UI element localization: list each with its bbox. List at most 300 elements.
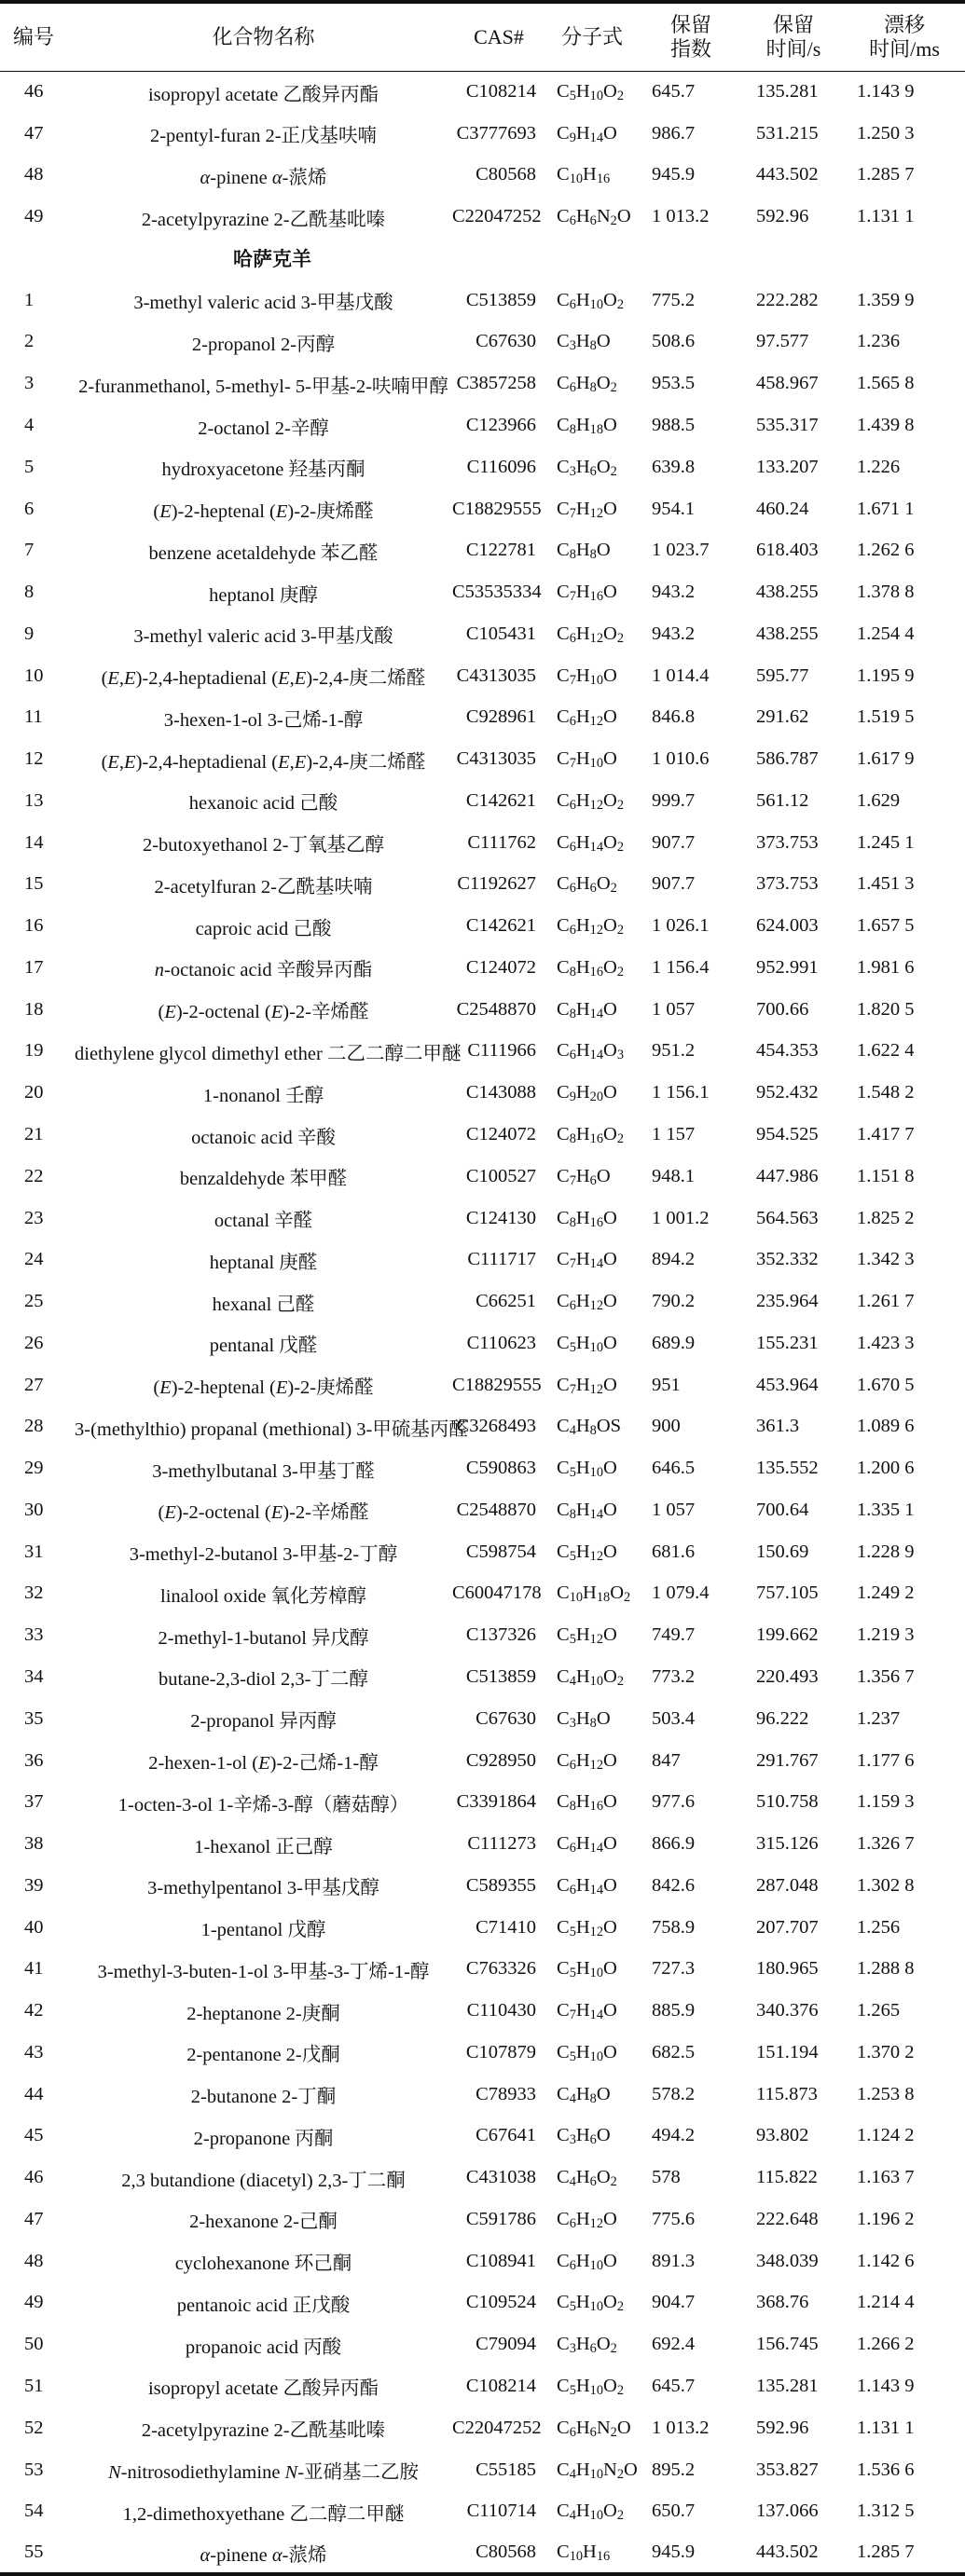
- cell-no: 28: [24, 1416, 44, 1437]
- cell-compound-name: 3-methyl-3-buten-1-ol 3-甲基-3-丁烯-1-醇: [97, 1961, 430, 1982]
- cell-retention-index: 503.4: [652, 1707, 696, 1729]
- cell-cas: C1192627: [457, 873, 536, 895]
- cell-drift-time: 1.825 2: [857, 1207, 915, 1228]
- cell-retention-index: 1 014.4: [652, 665, 710, 686]
- cell-formula: $C_8H_{16}O$: [557, 1207, 617, 1230]
- cell-no: 21: [24, 1124, 44, 1145]
- cell-retention-time: 199.662: [756, 1624, 819, 1646]
- cell-drift-time: 1.177 6: [857, 1749, 915, 1771]
- cell-retention-index: 1 001.2: [652, 1207, 710, 1228]
- cell-drift-time: 1.200 6: [857, 1458, 915, 1479]
- cell-no: 49: [24, 2292, 44, 2313]
- cell-formula: $C_3H_8O$: [557, 1707, 611, 1731]
- cell-cas: C79094: [476, 2334, 536, 2355]
- cell-retention-time: 700.64: [756, 1499, 809, 1520]
- cell-cas: C4313035: [456, 665, 536, 686]
- cell-cas: C137326: [465, 1624, 536, 1646]
- cell-cas: C22047252: [452, 206, 542, 227]
- cell-drift-time: 1.548 2: [857, 1082, 915, 1103]
- cell-cas: C80568: [476, 164, 536, 185]
- cell-retention-index: 842.6: [652, 1874, 696, 1896]
- cell-retention-time: 438.255: [756, 582, 819, 603]
- table-row: [0, 1322, 965, 1364]
- cell-formula: $C_{10}H_{18}O_2$: [557, 1583, 631, 1606]
- cell-no: 6: [24, 498, 34, 519]
- cell-cas: C55185: [476, 2459, 536, 2480]
- cell-compound-name: hexanoic acid 己酸: [188, 793, 338, 815]
- table-row: [0, 780, 965, 822]
- cell-formula: $C_6H_{14}O_3$: [557, 1040, 624, 1063]
- cell-cas: C143088: [465, 1082, 536, 1103]
- cell-retention-time: 453.964: [756, 1374, 819, 1395]
- table-row: [0, 989, 965, 1031]
- cell-cas: C763326: [465, 1958, 536, 1980]
- table-row: [0, 322, 965, 363]
- cell-retention-time: 458.967: [756, 373, 819, 394]
- table-row: [0, 2157, 965, 2199]
- table-row: [0, 1865, 965, 1907]
- cell-compound-name: 3-methyl-2-butanol 3-甲基-2-丁醇: [129, 1544, 398, 1566]
- cell-drift-time: 1.326 7: [857, 1833, 915, 1855]
- cell-no: 31: [24, 1541, 44, 1562]
- cell-no: 41: [24, 1958, 44, 1980]
- cell-drift-time: 1.629: [857, 789, 901, 811]
- cell-drift-time: 1.266 2: [857, 2334, 915, 2355]
- cell-drift-time: 1.335 1: [857, 1499, 915, 1520]
- cell-formula: $C_5H_{10}O_2$: [557, 2292, 624, 2315]
- cell-formula: $C_6H_{12}O$: [557, 1749, 617, 1773]
- cell-no: 23: [24, 1207, 44, 1228]
- cell-retention-index: 775.2: [652, 289, 696, 310]
- cell-formula: $C_6H_{14}O$: [557, 1874, 617, 1898]
- cell-drift-time: 1.256: [857, 1916, 901, 1938]
- cell-drift-time: 1.143 9: [857, 2375, 915, 2396]
- cell-retention-time: 561.12: [756, 789, 809, 811]
- cell-retention-time: 460.24: [756, 498, 809, 519]
- cell-compound-name: 1-pentanol 戊醇: [200, 1920, 326, 1941]
- cell-cas: C124072: [465, 1124, 536, 1145]
- table-row: [0, 696, 965, 738]
- table-row: [0, 1489, 965, 1531]
- table-row: [0, 738, 965, 780]
- cell-no: 10: [24, 665, 44, 686]
- cell-compound-name: 2,3 butandione (diacetyl) 2,3-丁二酮: [121, 2170, 406, 2191]
- cell-compound-name: (E)-2-heptenal (E)-2-庚烯醛: [153, 1377, 374, 1399]
- cell-compound-name: n-octanoic acid 辛酸异丙酯: [154, 960, 373, 981]
- cell-cas: C513859: [465, 1665, 536, 1687]
- cell-retention-time: 291.767: [756, 1749, 819, 1771]
- cell-formula: $C_6H_{12}O_2$: [557, 915, 624, 939]
- cell-compound-name: 2-propanol 2-丙醇: [191, 334, 336, 355]
- cell-retention-index: 866.9: [652, 1833, 696, 1855]
- cell-formula: $C_6H_{14}O$: [557, 1833, 617, 1857]
- cell-no: 9: [24, 623, 34, 644]
- cell-drift-time: 1.370 2: [857, 2041, 915, 2062]
- cell-formula: $C_6H_6N_2O$: [557, 2417, 631, 2440]
- cell-compound-name: (E,E)-2,4-heptadienal (E,E)-2,4-庚二烯醛: [101, 668, 426, 690]
- cell-compound-name: octanoic acid 辛酸: [191, 1127, 336, 1148]
- cell-retention-time: 353.827: [756, 2459, 819, 2480]
- cell-cas: C80568: [452, 2532, 545, 2574]
- cell-formula: $C_5H_{12}O$: [557, 1541, 617, 1564]
- cell-retention-time: 207.707: [756, 1916, 819, 1938]
- cell-no: 38: [24, 1833, 44, 1855]
- cell-compound-name: 1-octen-3-ol 1-辛烯-3-醇（蘑菇醇）: [117, 1794, 409, 1816]
- cell-cas: C111717: [467, 1249, 536, 1270]
- cell-cas: C18829555: [452, 498, 542, 519]
- cell-drift-time: 1.288 8: [857, 1958, 915, 1980]
- cell-no: 18: [24, 998, 44, 1020]
- cell-cas: C110430: [466, 2000, 536, 2021]
- cell-cas: C513859: [465, 289, 536, 310]
- table-row: [0, 2449, 965, 2491]
- cell-cas: C124072: [465, 956, 536, 978]
- cell-formula: $C_7H_{16}O$: [557, 582, 617, 605]
- cell-retention-time: 180.965: [756, 1958, 819, 1980]
- cell-retention-time: 135.552: [756, 1458, 819, 1479]
- cell-compound-name: heptanol 庚醇: [209, 584, 318, 606]
- cell-no: 47: [24, 2208, 44, 2229]
- table-row: [0, 1781, 965, 1823]
- cell-cas: C71410: [476, 1916, 536, 1938]
- cell-cas: C2548870: [456, 998, 536, 1020]
- cell-formula: $C_4H_{10}N_2O$: [557, 2459, 638, 2482]
- cell-formula: $C_8H_{18}O$: [557, 415, 617, 437]
- cell-cas: C108214: [465, 2375, 536, 2396]
- cell-compound-name: 2-pentanone 2-戊酮: [186, 2045, 340, 2066]
- cell-retention-index: 943.2: [652, 623, 696, 644]
- cell-formula: $C_7H_{10}O$: [557, 748, 617, 772]
- cell-no: 32: [24, 1583, 44, 1604]
- cell-retention-index: 692.4: [652, 2334, 696, 2355]
- cell-retention-index: 951: [652, 1374, 681, 1395]
- cell-retention-index: 639.8: [652, 456, 696, 477]
- cell-drift-time: 1.195 9: [857, 665, 915, 686]
- cell-no: 29: [24, 1458, 44, 1479]
- cell-drift-time: 1.253 8: [857, 2083, 915, 2104]
- cell-retention-time: 97.577: [756, 331, 809, 352]
- cell-retention-index: 790.2: [652, 1291, 696, 1312]
- cell-retention-time: 954.525: [756, 1124, 819, 1145]
- cell-drift-time: 1.536 6: [857, 2459, 915, 2480]
- cell-retention-index: 951.2: [652, 1040, 696, 1062]
- cell-formula: $C_4H_{10}O_2$: [557, 2501, 624, 2524]
- cell-formula: $C_5H_{10}O_2$: [557, 81, 624, 104]
- cell-retention-time: 952.991: [756, 956, 819, 978]
- cell-drift-time: 1.622 4: [857, 1040, 915, 1062]
- cell-compound-name: 2-acetylpyrazine 2-乙酰基吡嗪: [141, 209, 386, 230]
- cell-retention-time: 135.281: [756, 2375, 819, 2396]
- cell-retention-index: 954.1: [652, 498, 696, 519]
- cell-cas: C108941: [465, 2250, 536, 2271]
- cell-retention-index: 894.2: [652, 1249, 696, 1270]
- cell-no: 30: [24, 1499, 44, 1520]
- cell-retention-index: 681.6: [652, 1541, 696, 1562]
- cell-compound-name: heptanal 庚醛: [209, 1252, 318, 1273]
- table-row: [0, 363, 965, 404]
- cell-retention-index: 986.7: [652, 122, 696, 144]
- header-drift-time: 漂移 时间/ms: [844, 2, 965, 71]
- cell-formula: $C_7H_{14}O$: [557, 1249, 617, 1272]
- cell-drift-time: 1.356 7: [857, 1665, 915, 1687]
- cell-cas: C928961: [465, 706, 536, 728]
- cell-retention-index: 1 057: [652, 998, 696, 1020]
- table-row: [0, 1156, 965, 1198]
- cell-drift-time: 1.451 3: [857, 873, 915, 895]
- cell-formula: $C_6H_8O_2$: [557, 373, 617, 396]
- cell-drift-time: 1.265: [857, 2000, 901, 2021]
- cell-compound-name: cyclohexanone 环己酮: [174, 2254, 352, 2275]
- cell-compound-name: 2-heptanone 2-庚酮: [186, 2003, 340, 2024]
- cell-retention-index: 1 023.7: [652, 540, 710, 561]
- table-row: [0, 1698, 965, 1740]
- cell-compound-name: 3-methyl valeric acid 3-甲基戊酸: [133, 626, 393, 648]
- cell-retention-time: 352.332: [756, 1249, 819, 1270]
- cell-drift-time: 1.302 8: [857, 1874, 915, 1896]
- cell-retention-index: 907.7: [652, 831, 696, 853]
- header-retention-index: 保留 指数: [639, 2, 743, 71]
- cell-formula: $C_9H_{14}O$: [557, 122, 617, 145]
- cell-compound-name: N-nitrosodiethylamine N-亚硝基二乙胺: [107, 2462, 420, 2484]
- cell-drift-time: 1.519 5: [857, 706, 915, 728]
- table-row: [0, 529, 965, 571]
- cell-retention-index: 953.5: [652, 373, 696, 394]
- cell-formula: $C_6H_{12}O$: [557, 706, 617, 730]
- cell-drift-time: 1.124 2: [857, 2125, 915, 2146]
- table-row: [0, 613, 965, 655]
- cell-drift-time: 1.219 3: [857, 1624, 915, 1646]
- table-row: [0, 1447, 965, 1489]
- cell-no: 44: [24, 2083, 44, 2104]
- cell-retention-index: 891.3: [652, 2250, 696, 2271]
- cell-retention-index: 988.5: [652, 415, 696, 435]
- cell-compound-name: 2-butoxyethanol 2-丁氧基乙醇: [142, 835, 385, 856]
- header-formula: 分子式: [545, 2, 639, 71]
- cell-drift-time: 1.151 8: [857, 1165, 915, 1186]
- cell-retention-index: 749.7: [652, 1624, 696, 1646]
- cell-formula: $C_5H_{12}O$: [557, 1624, 617, 1648]
- cell-retention-time: 368.76: [756, 2292, 809, 2313]
- cell-drift-time: 1.131 1: [857, 206, 915, 227]
- table-body: [0, 71, 965, 2574]
- cell-cas: C3777693: [456, 122, 536, 144]
- cell-drift-time: 1.228 9: [857, 1541, 915, 1562]
- cell-formula: $C_6H_{10}O_2$: [557, 289, 624, 312]
- cell-no: 34: [24, 1665, 44, 1687]
- cell-retention-index: 1 010.6: [652, 748, 710, 770]
- cell-drift-time: 1.089 6: [857, 1416, 915, 1437]
- cell-cas: C67630: [476, 1707, 536, 1729]
- cell-retention-time: 592.96: [756, 206, 809, 227]
- table-row: [0, 1656, 965, 1698]
- cell-no: 22: [24, 1165, 44, 1186]
- table-row: [0, 1990, 965, 2032]
- cell-retention-time: 373.753: [756, 873, 819, 895]
- cell-compound-name: hydroxyacetone 羟基丙酮: [161, 459, 365, 481]
- header-name: 化合物名称: [75, 2, 452, 71]
- cell-drift-time: 1.214 4: [857, 2292, 915, 2313]
- cell-cas: C928950: [465, 1749, 536, 1771]
- cell-retention-time: 438.255: [756, 623, 819, 644]
- table-row: [0, 1614, 965, 1656]
- cell-retention-time: 115.873: [756, 2083, 818, 2104]
- cell-retention-time: 315.126: [756, 1833, 819, 1855]
- cell-formula: $C_4H_8OS$: [557, 1416, 622, 1439]
- cell-no: 13: [24, 789, 44, 811]
- cell-retention-index: 1 013.2: [652, 2417, 710, 2438]
- table-row: [0, 1907, 965, 1949]
- cell-retention-index: 682.5: [652, 2041, 696, 2062]
- cell-formula: $C_6H_{12}O_2$: [557, 623, 624, 646]
- cell-compound-name: 1-nonanol 壬醇: [202, 1085, 324, 1106]
- cell-compound-name: 2-furanmethanol, 5-methyl- 5-甲基-2-呋喃甲醇: [78, 376, 448, 397]
- cell-formula: $C_5H_{10}O$: [557, 1958, 617, 1981]
- cell-drift-time: 1.142 6: [857, 2250, 915, 2271]
- cell-no: 26: [24, 1332, 44, 1353]
- cell-formula: $C_5H_{10}O$: [557, 1332, 617, 1355]
- cell-retention-time: 447.986: [756, 1165, 819, 1186]
- cell-compound-name: hexanal 己醛: [212, 1294, 315, 1315]
- cell-drift-time: 1.670 5: [857, 1374, 915, 1395]
- cell-cas: C122781: [465, 540, 536, 561]
- cell-retention-time: 443.502: [743, 2532, 844, 2574]
- cell-formula: $C_6H_{12}O$: [557, 2208, 617, 2231]
- cell-no: 42: [24, 2000, 44, 2021]
- table-row: [0, 1198, 965, 1240]
- cell-compound-name: linalool oxide 氧化芳樟醇: [160, 1585, 366, 1607]
- cell-retention-index: 578.2: [652, 2083, 696, 2104]
- table-row: [0, 822, 965, 864]
- cell-cas: C108214: [465, 81, 536, 103]
- cell-formula: $C_8H_8O$: [557, 540, 611, 563]
- cell-no: 17: [24, 956, 44, 978]
- cell-no: 48: [24, 164, 44, 185]
- cell-compound-name: caproic acid 己酸: [195, 918, 332, 939]
- cell-formula: $C_8H_{14}O$: [557, 998, 617, 1021]
- cell-retention-time: 624.003: [756, 915, 819, 937]
- cell-compound-name: (E)-2-octenal (E)-2-辛烯醛: [158, 1502, 369, 1524]
- cell-drift-time: 1.617 9: [857, 748, 915, 770]
- cell-drift-time: 1.261 7: [857, 1291, 915, 1312]
- cell-formula: $C_3H_6O_2$: [557, 2334, 617, 2357]
- group-label: 哈萨克羊: [233, 248, 311, 271]
- cell-retention-index: 1 057: [652, 1499, 696, 1520]
- cell-formula: $C_3H_6O$: [557, 2125, 611, 2148]
- cell-drift-time: 1.196 2: [857, 2208, 915, 2229]
- table-row: [0, 2490, 965, 2532]
- cell-drift-time: 1.163 7: [857, 2167, 915, 2188]
- cell-no: 46: [24, 81, 44, 103]
- cell-drift-time: 1.254 4: [857, 623, 915, 644]
- cell-formula: $C_3H_8O$: [557, 331, 611, 354]
- cell-retention-index: 977.6: [652, 1791, 696, 1813]
- table-row: [0, 1406, 965, 1448]
- cell-no: 50: [24, 2334, 44, 2355]
- cell-retention-index: 907.7: [652, 873, 696, 895]
- cell-cas: C598754: [465, 1541, 536, 1562]
- cell-compound-name: (E)-2-octenal (E)-2-辛烯醛: [158, 1002, 369, 1023]
- cell-formula: $C_7H_{12}O$: [557, 498, 617, 521]
- cell-cas: C431038: [465, 2167, 536, 2188]
- table-row: [0, 947, 965, 989]
- cell-retention-index: 847: [652, 1749, 681, 1771]
- cell-no: 46: [24, 2167, 44, 2188]
- cell-no: 16: [24, 915, 44, 937]
- cell-formula: $C_6H_{14}O_2$: [557, 831, 624, 855]
- cell-compound-name: 2-octanol 2-辛醇: [198, 418, 329, 439]
- cell-cas: C111273: [467, 1833, 536, 1855]
- cell-cas: C124130: [465, 1207, 536, 1228]
- cell-drift-time: 1.439 8: [857, 415, 915, 435]
- cell-compound-name: 2-acetylfuran 2-乙酰基呋喃: [154, 876, 373, 897]
- cell-no: 14: [24, 831, 44, 853]
- cell-cas: C22047252: [452, 2417, 542, 2438]
- cell-cas: C3391864: [456, 1791, 536, 1813]
- table-row: [0, 2032, 965, 2074]
- table-row: [0, 1072, 965, 1114]
- cell-retention-time: 510.758: [756, 1791, 819, 1813]
- cell-retention-time: 340.376: [756, 2000, 819, 2021]
- cell-no: 47: [24, 122, 44, 144]
- cell-compound-name: 1,2-dimethoxyethane 乙二醇二甲醚: [122, 2503, 405, 2525]
- cell-retention-index: 758.9: [652, 1916, 696, 1938]
- cell-no: 27: [24, 1374, 44, 1395]
- table-row: [0, 155, 965, 197]
- cell-cas: C100527: [465, 1165, 536, 1186]
- cell-drift-time: 1.423 3: [857, 1332, 915, 1353]
- cell-retention-time: 135.281: [756, 81, 819, 103]
- cell-retention-time: 150.69: [756, 1541, 809, 1562]
- table-row: [0, 571, 965, 613]
- table-row: [0, 446, 965, 488]
- cell-formula: $C_6H_{10}O$: [557, 2250, 617, 2273]
- cell-retention-index: 943.2: [652, 582, 696, 603]
- cell-retention-index: 1 156.4: [652, 956, 710, 978]
- cell-retention-index: 999.7: [652, 789, 696, 811]
- cell-no: 54: [24, 2501, 44, 2522]
- cell-formula: $C_6H_6O_2$: [557, 873, 617, 897]
- cell-compound-name: 2-acetylpyrazine 2-乙酰基吡嗪: [141, 2420, 386, 2442]
- cell-retention-index: 885.9: [652, 2000, 696, 2021]
- cell-retention-index: 650.7: [652, 2501, 696, 2522]
- cell-no: 52: [24, 2417, 44, 2438]
- cell-retention-time: 700.66: [756, 998, 809, 1020]
- table-row: [0, 2282, 965, 2324]
- cell-cas: C590863: [465, 1458, 536, 1479]
- cell-formula: $C_7H_{12}O$: [557, 1374, 617, 1397]
- cell-formula: $C_4H_6O_2$: [557, 2167, 617, 2190]
- cell-drift-time: 1.236: [857, 331, 901, 352]
- cell-compound-name: 1-hexanol 正己醇: [194, 1836, 333, 1857]
- cell-no: 48: [24, 2250, 44, 2271]
- table-row: [0, 280, 965, 322]
- cell-compound-name: butane-2,3-diol 2,3-丁二醇: [159, 1669, 368, 1691]
- cell-drift-time: 1.657 5: [857, 915, 915, 937]
- cell-drift-time: 1.359 9: [857, 289, 915, 310]
- table-row: [0, 113, 965, 155]
- cell-drift-time: 1.671 1: [857, 498, 915, 519]
- cell-no: 5: [24, 456, 34, 477]
- table-row: [0, 2407, 965, 2449]
- cell-no: 11: [24, 706, 43, 728]
- cell-cas: C78933: [476, 2083, 536, 2104]
- cell-cas: C66251: [476, 1291, 536, 1312]
- cell-retention-time: 373.753: [756, 831, 819, 853]
- cell-cas: C67630: [476, 331, 536, 352]
- cell-compound-name: 2-hexanone 2-己酮: [189, 2212, 338, 2233]
- cell-compound-name: pentanoic acid 正戊酸: [176, 2295, 351, 2316]
- table-row: [0, 404, 965, 446]
